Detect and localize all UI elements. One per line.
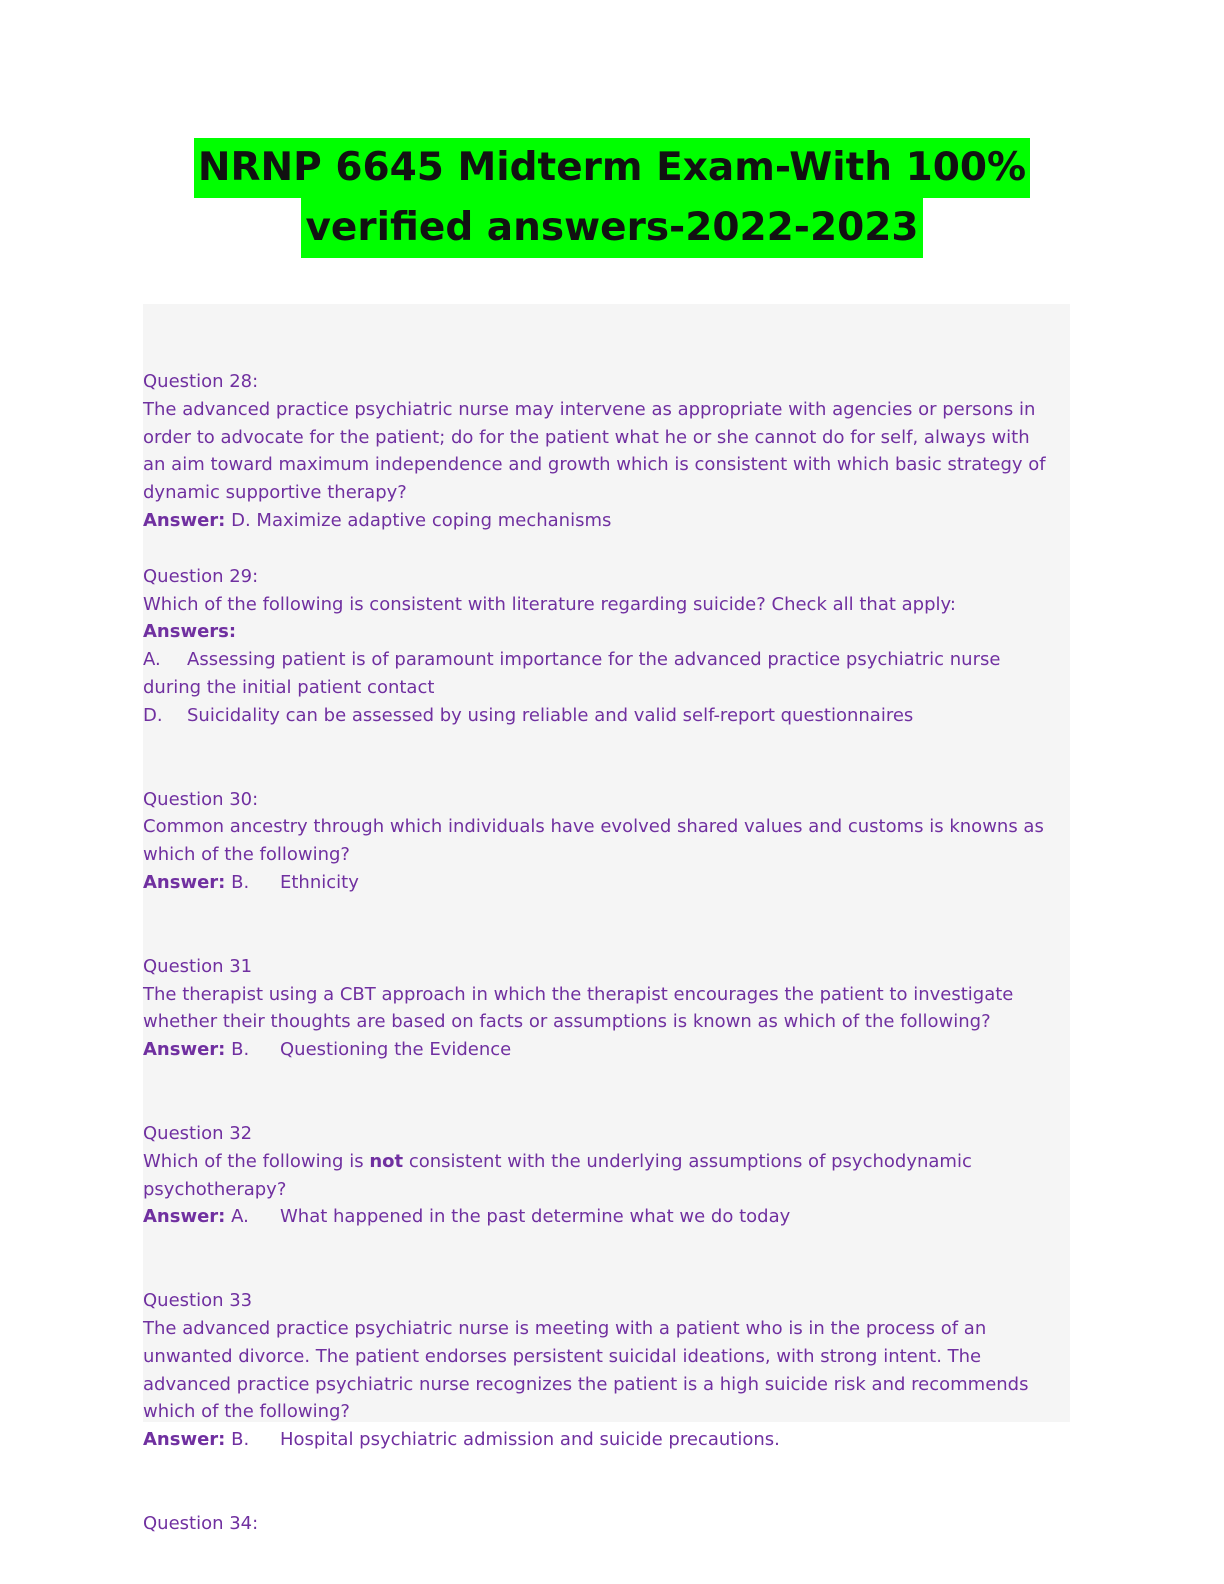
question-text-line: advanced practice psychiatric nurse recognizes the patient is a high suicide risk and recommends [143,1373,1029,1395]
answer-line [143,618,1073,646]
question-text-line: which of the following? [143,844,350,866]
question-text-line: Common ancestry through which individuals have evolved shared values and customs is knowns as [143,816,1044,838]
title-line-2: verified answers-2022-2023 [301,198,922,258]
answer-letter: B. [231,1429,250,1451]
answer-line [143,869,1073,897]
question-text-line: The advanced practice psychiatric nurse may intervene as appropriate with agencies or persons in [143,398,1036,420]
answer-option [143,702,1073,730]
answer-line [143,507,1073,535]
question-text-line: an aim toward maximum independence and growth which is consistent with which basic strategy of [143,454,1046,476]
question-text-line: whether their thoughts are based on facts or assumptions is known as which of the following? [143,1011,991,1033]
question-text-line: order to advocate for the patient; do for the patient what he or she cannot do for self, always with [143,426,1030,448]
document-title [0,138,1224,258]
answer-line [143,1426,1073,1454]
question-text-pre: Which of the following is [143,1150,370,1172]
answer-label: Answer: [143,1039,226,1061]
question-28 [143,368,1073,535]
answer-letter: B. [231,1039,250,1061]
question-label: Question 34: [143,1512,259,1534]
answer-label: Answer: [143,1206,226,1228]
question-33 [143,1287,1073,1454]
question-label: Question 32 [143,1122,253,1144]
question-text-line: psychotherapy? [143,1178,287,1200]
question-text-line: Which of the following is consistent with literature regarding suicide? Check all that apply: [143,593,956,615]
question-label: Question 30: [143,788,259,810]
question-text-line: dynamic supportive therapy? [143,482,407,504]
answer-text: D. Maximize adaptive coping mechanisms [231,509,612,531]
question-32 [143,1120,1073,1231]
question-text-emphasis: not [369,1150,404,1172]
answer-option-continuation: during the initial patient contact [143,676,435,698]
question-label: Question 31 [143,955,253,977]
answer-label: Answer: [143,509,226,531]
question-text-line: The advanced practice psychiatric nurse is meeting with a patient who is in the process of an [143,1317,987,1339]
answer-text: What happened in the past determine what we do today [280,1206,791,1228]
questions-content [143,368,1073,1538]
answer-line [143,1203,1073,1231]
option-letter: D. [143,704,163,726]
question-label: Question 29: [143,565,259,587]
question-30 [143,786,1073,897]
option-text: Assessing patient is of paramount importance for the advanced practice psychiatric nurse [187,649,1001,671]
question-text-line: The therapist using a CBT approach in which the therapist encourages the patient to investigate [143,983,1014,1005]
answer-label: Answer: [143,871,226,893]
question-31 [143,953,1073,1064]
option-text: Suicidality can be assessed by using reliable and valid self-report questionnaires [187,704,914,726]
answer-option [143,646,1073,674]
answer-text: Questioning the Evidence [280,1039,512,1061]
question-label: Question 28: [143,371,259,392]
answer-label: Answers: [143,621,237,643]
answer-letter: B. [231,871,250,893]
answer-label: Answer: [143,1429,226,1451]
question-text-line [143,1148,1073,1176]
question-text-line: which of the following? [143,1401,350,1423]
question-29 [143,563,1073,730]
option-letter: A. [143,649,161,671]
answer-text: Hospital psychiatric admission and suicide precautions. [280,1429,780,1451]
answer-text: Ethnicity [280,871,359,893]
question-text-post: consistent with the underlying assumptions of psychodynamic [403,1150,972,1172]
answer-letter: A. [231,1206,249,1228]
question-text-line: unwanted divorce. The patient endorses persistent suicidal ideations, with strong intent. The [143,1345,982,1367]
title-line-1: NRNP 6645 Midterm Exam-With 100% [194,138,1030,198]
question-label: Question 33 [143,1290,253,1312]
answer-line [143,1036,1073,1064]
question-34 [143,1510,1073,1538]
